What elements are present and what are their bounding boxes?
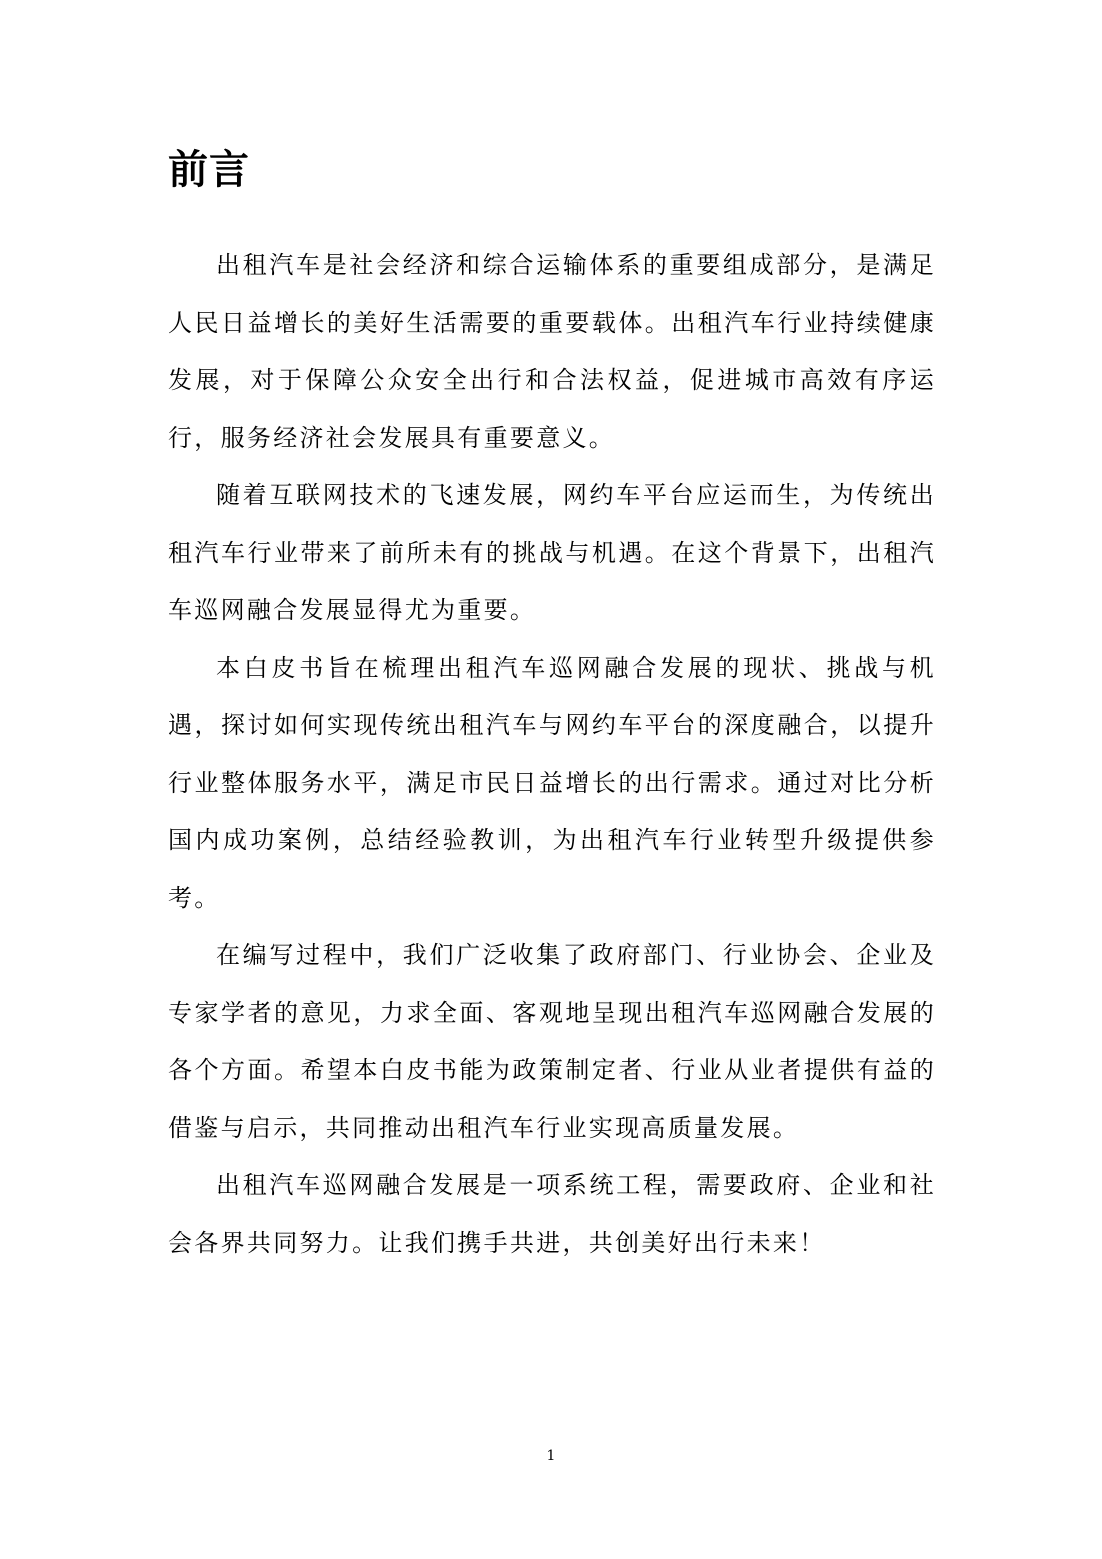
paragraph-3: 本白皮书旨在梳理出租汽车巡网融合发展的现状、挑战与机遇，探讨如何实现传统出租汽车与网约车平台的深度融合，以提升行业整体服务水平，满足市民日益增长的出行需求。通过对比分析国内成功案例，总结经验教训，为出租汽车行业转型升级提供参考。 — [168, 653, 936, 912]
paragraph-5: 出租汽车巡网融合发展是一项系统工程，需要政府、企业和社会各界共同努力。让我们携手共进，共创美好出行未来！ — [168, 1171, 936, 1257]
paragraph-1: 出租汽车是社会经济和综合运输体系的重要组成部分，是满足人民日益增长的美好生活需要的重要载体。出租汽车行业持续健康发展，对于保障公众安全出行和合法权益，促进城市高效有序运行，服务经济社会发展具有重要意义。 — [168, 251, 936, 452]
page-number: 1 — [546, 1448, 556, 1464]
paragraph-2: 随着互联网技术的飞速发展，网约车平台应运而生，为传统出租汽车行业带来了前所未有的挑战与机遇。在这个背景下，出租汽车巡网融合发展显得尤为重要。 — [168, 481, 936, 624]
body-text — [168, 237, 936, 1272]
page-title: 前言 — [168, 147, 250, 193]
paragraph-4: 在编写过程中，我们广泛收集了政府部门、行业协会、企业及专家学者的意见，力求全面、客观地呈现出租汽车巡网融合发展的各个方面。希望本白皮书能为政策制定者、行业从业者提供有益的借鉴与启示，共同推动出租汽车行业实现高质量发展。 — [168, 941, 936, 1142]
